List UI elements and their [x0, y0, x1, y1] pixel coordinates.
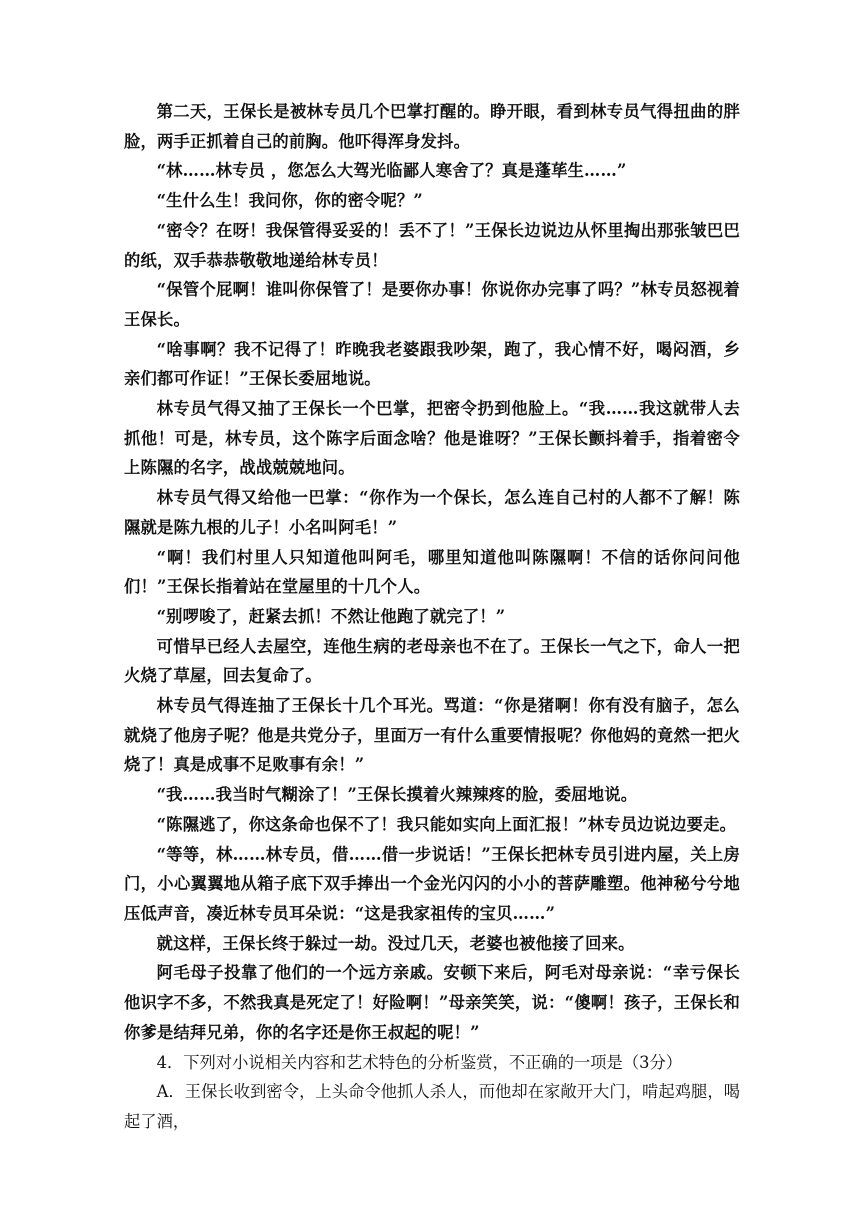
paragraph: “啥事啊？我不记得了！昨晚我老婆跟我吵架，跑了，我心情不好，喝闷酒，乡亲们都可作证！”王保长委屈地说。	[124, 339, 740, 389]
paragraph: “等等，林……林专员，借……借一步说话！”王保长把林专员引进内屋，关上房门，小心翼翼地从箱子底下双手捧出一个金光闪闪的小小的菩萨雕塑。他神秘兮兮地压低声音，凑近林专员耳朵说：“这是我家祖传的宝贝……”	[124, 844, 740, 923]
paragraph: “啊！我们村里人只知道他叫阿毛，哪里知道他叫陈隰啊！不信的话你问问他们！”王保长指着站在堂屋里的十几个人。	[124, 547, 740, 597]
paragraph: 就这样，王保长终于躲过一劫。没过几天，老婆也被他接了回来。	[156, 933, 635, 953]
paragraph: “林……林专员 ，您怎么大驾光临鄙人寒舍了？真是蓬荜生……”	[156, 161, 627, 181]
paragraph: “保管个屁啊！谁叫你保管了！是要你办事！你说你办完事了吗？”林专员怒视着王保长。	[124, 280, 740, 329]
paragraph: 可惜早已经人去屋空，连他生病的老母亲也不在了。王保长一气之下，命人一把火烧了草屋，回去复命了。	[124, 636, 740, 686]
paragraph: “我……我当时气糊涂了！”王保长摸着火辣辣疼的脸，委屈地说。	[156, 785, 638, 805]
answer-option-a: A．王保长收到密令，上头命令他抓人杀人，而他却在家敞开大门，啃起鸡腿，喝起了酒，	[124, 1082, 740, 1131]
paragraph: “别啰唆了，赶紧去抓！不然让他跑了就完了！”	[156, 606, 506, 626]
paragraph: “生什么生！我问你，你的密令呢？”	[156, 191, 423, 211]
document-body	[124, 97, 740, 1137]
paragraph: 第二天，王保长是被林专员几个巴掌打醒的。睁开眼，看到林专员气得扭曲的胖脸，两手正抓着自己的前胸。他吓得浑身发抖。	[124, 102, 740, 151]
paragraph: “密令？在呀！我保管得妥妥的！丢不了！”王保长边说边从怀里掏出那张皱巴巴的纸，双手恭恭敬敬地递给林专员！	[124, 220, 740, 270]
paragraph: 林专员气得又给他一巴掌：“你作为一个保长，怎么连自己村的人都不了解！陈隰就是陈九根的儿子！小名叫阿毛！”	[124, 488, 740, 537]
paragraph: 林专员气得又抽了王保长一个巴掌，把密令扔到他脸上。“我……我这就带人去抓他！可是，林专员，这个陈字后面念啥？他是谁呀？”王保长颤抖着手，指着密令上陈隰的名字，战战兢兢地问。	[124, 399, 740, 478]
paragraph: 林专员气得连抽了王保长十几个耳光。骂道：“你是猪啊！你有没有脑子，怎么就烧了他房子呢？他是共党分子，里面万一有什么重要情报呢？你他妈的竟然一把火烧了！真是成事不足败事有余！”	[124, 696, 740, 775]
paragraph: “陈隰逃了，你这条命也保不了！我只能如实向上面汇报！”林专员边说边要走。	[156, 814, 737, 834]
question-stem: 4．下列对小说相关内容和艺术特色的分析鉴赏，不正确的一项是（3分）	[156, 1052, 683, 1072]
paragraph: 阿毛母子投靠了他们的一个远方亲戚。安顿下来后，阿毛对母亲说：“幸亏保长他识字不多，不然我真是死定了！好险啊！”母亲笑笑，说：“傻啊！孩子，王保长和你爹是结拜兄弟，你的名字还是你王叔起的呢！”	[124, 963, 740, 1042]
